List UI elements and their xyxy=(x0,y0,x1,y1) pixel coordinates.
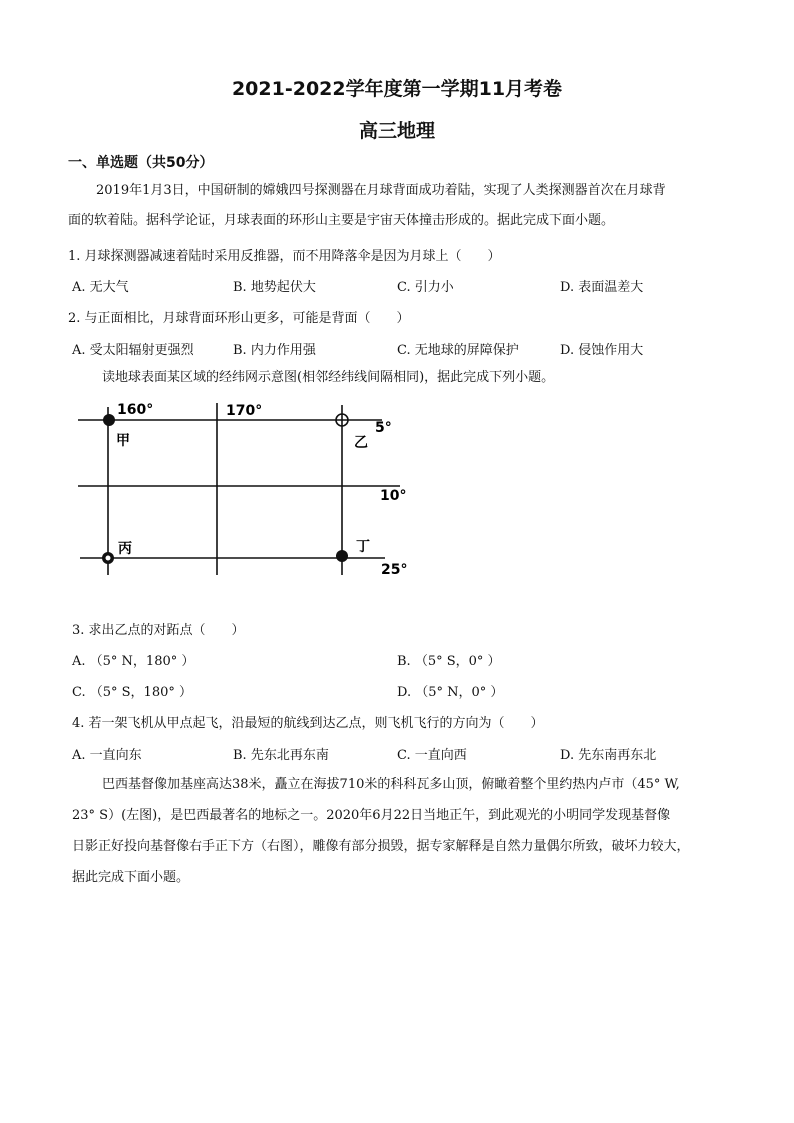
lat-label-5: 5° xyxy=(375,420,392,436)
subject-title: 高三地理 xyxy=(358,120,435,142)
q4-option-c[interactable]: C. 一直向西 xyxy=(397,748,467,763)
passage1-line2: 面的软着陆。据科学论证，月球表面的环形山主要是宇宙天体撞击形成的。据此完成下面小题。 xyxy=(68,213,615,228)
passage3-line1: 巴西基督像加基座高达38米，矗立在海拔710米的科科瓦多山顶，俯瞰着整个里约热内卢市（45° W, xyxy=(102,777,680,792)
point-ding-marker xyxy=(336,550,348,562)
q3-option-a[interactable]: A. （5° N，180° ） xyxy=(72,654,195,669)
point-ding-label: 丁 xyxy=(356,539,370,555)
passage3-line4: 据此完成下面小题。 xyxy=(72,870,190,885)
q4-option-d[interactable]: D. 先东南再东北 xyxy=(560,748,657,763)
point-jia-label: 甲 xyxy=(116,433,130,449)
q3-option-c[interactable]: C. （5° S，180° ） xyxy=(72,685,193,700)
q2-option-c[interactable]: C. 无地球的屏障保护 xyxy=(397,343,519,358)
q1-option-c[interactable]: C. 引力小 xyxy=(397,280,454,295)
q3-option-d[interactable]: D. （5° N，0° ） xyxy=(397,685,504,700)
q4-option-b[interactable]: B. 先东北再东南 xyxy=(233,748,329,763)
section-heading: 一、单选题（共50分） xyxy=(68,155,214,171)
q2-option-a[interactable]: A. 受太阳辐射更强烈 xyxy=(72,343,194,358)
passage2-line1: 读地球表面某区域的经纬网示意图(相邻经纬线间隔相同)，据此完成下列小题。 xyxy=(102,370,555,385)
q1-option-b[interactable]: B. 地势起伏大 xyxy=(233,280,316,295)
point-bing-marker-inner xyxy=(106,556,111,561)
q1-option-a[interactable]: A. 无大气 xyxy=(72,280,129,295)
q3-option-b[interactable]: B. （5° S，0° ） xyxy=(397,654,501,669)
point-bing-label: 丙 xyxy=(118,541,132,557)
lat-label-25: 25° xyxy=(381,562,408,578)
point-jia-marker xyxy=(103,414,115,426)
q2-option-b[interactable]: B. 内力作用强 xyxy=(233,343,316,358)
lon-label-160: 160° xyxy=(117,402,154,418)
lat-label-10: 10° xyxy=(380,488,407,504)
lon-label-170: 170° xyxy=(226,403,263,419)
graticule-figure xyxy=(60,395,420,585)
point-yi-label: 乙 xyxy=(354,435,368,451)
passage3-line3: 日影正好投向基督像右手正下方（右图），雕像有部分损毁，据专家解释是自然力量偶尔所致，破坏力较大， xyxy=(72,839,690,854)
q1-option-d[interactable]: D. 表面温差大 xyxy=(560,280,644,295)
q2-option-d[interactable]: D. 侵蚀作用大 xyxy=(560,343,644,358)
question-4-stem: 4. 若一架飞机从甲点起飞，沿最短的航线到达乙点，则飞机飞行的方向为（ ） xyxy=(72,716,544,731)
passage3-line2: 23° S）(左图)，是巴西最著名的地标之一。2020年6月22日当地正午，到此观光的小明同学发现基督像 xyxy=(72,808,671,823)
question-3-stem: 3. 求出乙点的对跖点（ ） xyxy=(72,623,245,638)
q4-option-a[interactable]: A. 一直向东 xyxy=(72,748,142,763)
question-1-stem: 1. 月球探测器减速着陆时采用反推器，而不用降落伞是因为月球上（ ） xyxy=(68,249,501,264)
exam-title: 2021-2022学年度第一学期11月考卷 xyxy=(231,78,563,100)
passage1-line1: 2019年1月3日，中国研制的嫦娥四号探测器在月球背面成功着陆，实现了人类探测器首次在月球背 xyxy=(96,183,666,198)
question-2-stem: 2. 与正面相比，月球背面环形山更多，可能是背面（ ） xyxy=(68,311,410,326)
